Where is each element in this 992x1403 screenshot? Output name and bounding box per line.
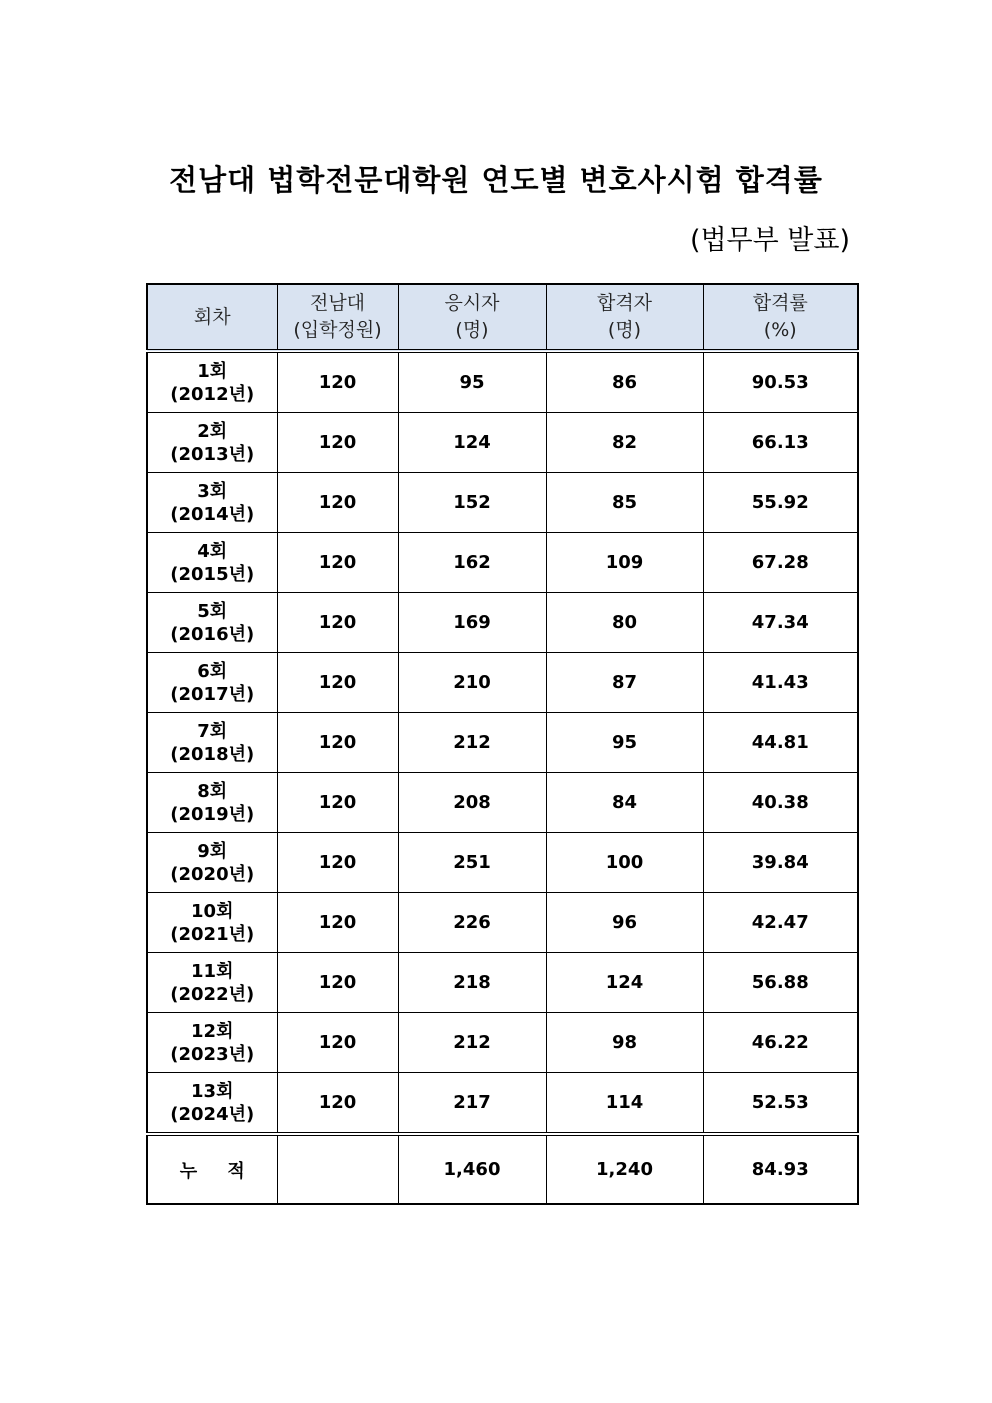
table-row	[147, 833, 858, 893]
quota-cell: 120	[277, 351, 398, 413]
passers-cell: 86	[546, 351, 703, 413]
applicants-cell: 210	[398, 653, 546, 713]
passers-cell: 98	[546, 1013, 703, 1073]
applicants-cell: 251	[398, 833, 546, 893]
round-year: (2015년)	[170, 563, 255, 585]
round-label: 13회	[191, 1080, 234, 1102]
passers-cell: 95	[546, 713, 703, 773]
applicants-cell: 162	[398, 533, 546, 593]
round-label: 5회	[197, 600, 228, 622]
applicants-cell: 95	[398, 351, 546, 413]
round-year: (2024년)	[170, 1103, 255, 1125]
passers-cell: 84	[546, 773, 703, 833]
total-quota	[277, 1134, 398, 1204]
pass-rate-cell: 42.47	[703, 893, 858, 953]
round-label: 2회	[197, 420, 228, 442]
round-label: 10회	[191, 900, 234, 922]
passers-cell: 96	[546, 893, 703, 953]
pass-rate-cell: 40.38	[703, 773, 858, 833]
pass-rate-cell: 90.53	[703, 351, 858, 413]
quota-cell: 120	[277, 533, 398, 593]
pass-rate-cell: 52.53	[703, 1073, 858, 1135]
round-year: (2017년)	[170, 683, 255, 705]
passers-cell: 109	[546, 533, 703, 593]
document-title: 전남대 법학전문대학원 연도별 변호사시험 합격률	[169, 163, 823, 197]
round-label: 1회	[197, 360, 228, 382]
round-cell	[147, 1073, 277, 1135]
passers-cell: 82	[546, 413, 703, 473]
round-year: (2016년)	[170, 623, 255, 645]
table-row	[147, 653, 858, 713]
table-row	[147, 473, 858, 533]
pass-rate-cell: 46.22	[703, 1013, 858, 1073]
round-cell	[147, 653, 277, 713]
pass-rate-cell: 47.34	[703, 593, 858, 653]
quota-cell: 120	[277, 833, 398, 893]
round-cell	[147, 893, 277, 953]
quota-cell: 120	[277, 893, 398, 953]
total-passers: 1,240	[546, 1134, 703, 1204]
source-note: (법무부 발표)	[689, 225, 850, 256]
round-year: (2013년)	[170, 443, 255, 465]
total-row	[147, 1134, 858, 1204]
round-year: (2018년)	[170, 743, 255, 765]
applicants-cell: 212	[398, 713, 546, 773]
round-cell	[147, 773, 277, 833]
round-year: (2020년)	[170, 863, 255, 885]
pass-rate-cell: 39.84	[703, 833, 858, 893]
round-label: 3회	[197, 480, 228, 502]
applicants-cell: 124	[398, 413, 546, 473]
round-label: 11회	[191, 960, 234, 982]
round-label: 9회	[197, 840, 228, 862]
passers-cell: 85	[546, 473, 703, 533]
table-row	[147, 533, 858, 593]
round-year: (2019년)	[170, 803, 255, 825]
applicants-cell: 217	[398, 1073, 546, 1135]
pass-rate-cell: 55.92	[703, 473, 858, 533]
quota-cell: 120	[277, 1073, 398, 1135]
passers-cell: 124	[546, 953, 703, 1013]
round-label: 6회	[197, 660, 228, 682]
round-year: (2021년)	[170, 923, 255, 945]
table-row	[147, 1073, 858, 1135]
table-row	[147, 773, 858, 833]
table-row	[147, 593, 858, 653]
quota-cell: 120	[277, 1013, 398, 1073]
round-year: (2012년)	[170, 383, 255, 405]
quota-cell: 120	[277, 473, 398, 533]
table-row	[147, 953, 858, 1013]
quota-cell: 120	[277, 653, 398, 713]
passers-cell: 100	[546, 833, 703, 893]
round-cell	[147, 593, 277, 653]
pass-rate-cell: 41.43	[703, 653, 858, 713]
pass-rate-cell: 44.81	[703, 713, 858, 773]
round-label: 8회	[197, 780, 228, 802]
applicants-cell: 152	[398, 473, 546, 533]
round-label: 12회	[191, 1020, 234, 1042]
table-row	[147, 713, 858, 773]
table-row	[147, 413, 858, 473]
round-year: (2022년)	[170, 983, 255, 1005]
header-quota: 전남대 (입학정원)	[277, 284, 398, 351]
passers-cell: 80	[546, 593, 703, 653]
quota-cell: 120	[277, 953, 398, 1013]
table-row	[147, 893, 858, 953]
header-passers: 합격자 (명)	[546, 284, 703, 351]
quota-cell: 120	[277, 413, 398, 473]
round-cell	[147, 351, 277, 413]
total-pass-rate: 84.93	[703, 1134, 858, 1204]
quota-cell: 120	[277, 593, 398, 653]
round-label: 7회	[197, 720, 228, 742]
header-applicants: 응시자 (명)	[398, 284, 546, 351]
round-cell	[147, 1013, 277, 1073]
round-cell	[147, 473, 277, 533]
round-cell	[147, 533, 277, 593]
applicants-cell: 169	[398, 593, 546, 653]
header-pass-rate: 합격률 (%)	[703, 284, 858, 351]
passers-cell: 87	[546, 653, 703, 713]
pass-rate-cell: 56.88	[703, 953, 858, 1013]
round-cell	[147, 953, 277, 1013]
table-row	[147, 351, 858, 413]
pass-rate-cell: 66.13	[703, 413, 858, 473]
round-cell	[147, 833, 277, 893]
total-label: 누 적	[147, 1134, 277, 1204]
round-cell	[147, 713, 277, 773]
header-round: 회차	[147, 284, 277, 351]
round-year: (2023년)	[170, 1043, 255, 1065]
round-cell	[147, 413, 277, 473]
applicants-cell: 226	[398, 893, 546, 953]
table-row	[147, 1013, 858, 1073]
applicants-cell: 208	[398, 773, 546, 833]
applicants-cell: 218	[398, 953, 546, 1013]
quota-cell: 120	[277, 713, 398, 773]
round-label: 4회	[197, 540, 228, 562]
applicants-cell: 212	[398, 1013, 546, 1073]
quota-cell: 120	[277, 773, 398, 833]
total-applicants: 1,460	[398, 1134, 546, 1204]
round-year: (2014년)	[170, 503, 255, 525]
table-header-row	[147, 284, 858, 351]
bar-exam-results-table	[146, 283, 859, 1205]
pass-rate-cell: 67.28	[703, 533, 858, 593]
passers-cell: 114	[546, 1073, 703, 1135]
